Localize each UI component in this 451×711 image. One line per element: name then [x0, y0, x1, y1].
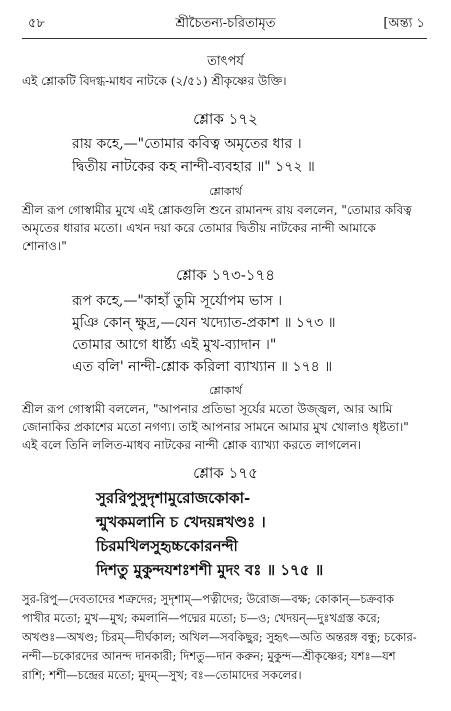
translation-line: এই বলে তিনি ললিত-মাধব নাটকের নান্দী শ্লোক ব্যাখ্যা করতে লাগলেন। — [22, 438, 362, 452]
glossary-line: রাশি; শশী—চন্দ্রের মতো; মুদম্—সুখ; বঃ—তোমাদের সকলের। — [22, 668, 302, 682]
tatparya-text: এই শ্লোকটি বিদগ্ধ-মাধব নাটকে (২/৫১) শ্রীকৃষ্ণের উক্তি। — [22, 74, 287, 88]
translation-line: শ্রীল রূপ গোস্বামীর মুখে এই শ্লোকগুলি শুনে রামানন্দ রায় বললেন, "তোমার কবিত্ব — [22, 203, 412, 217]
sanskrit-line: সুররিপুসুদৃশামুরোজকোকা- — [96, 489, 251, 507]
verse-line: রূপ কহে,—"কাহাঁ তুমি সূর্যোপম ভাস । — [72, 293, 283, 309]
glossary-line: নন্দী—চকোরদের আনন্দ দানকারী; দিশতু—দান করুন; মুকুন্দ—শ্রীকৃষ্ণের; যশঃ—যশ — [22, 649, 396, 663]
header-rule — [22, 38, 427, 39]
section-marker: [অন্ত্য ১ — [383, 16, 425, 31]
book-title: শ্রীচৈতন্য-চরিতামৃত — [175, 16, 276, 31]
glossary-line: অখণ্ডঃ—অখণ্ড; চিরম্—দীর্ঘকাল; অখিল—সবকিছুর; সুহৃৎ—অতি অন্তরঙ্গ বন্ধু; চকোর- — [22, 630, 417, 644]
translation-line: জোনাকির প্রকাশের মতো নগণ্য। তাই আপনার সামনে আমার মুখ খোলাও ধৃষ্টতা।" — [22, 420, 409, 434]
verse-line: মুঞি কোন্ ক্ষুদ্র,—যেন খদ্যোত-প্রকাশ ॥ ১৭৩ ॥ — [72, 315, 336, 331]
sanskrit-line: চিরমখিলসুহৃচ্চকোরনন্দী — [96, 537, 238, 555]
glossary-line: পাখীর মতো; মুখ—মুখ; কমলানি—পদ্মের মতো; চ—ও; খেদয়ন্—দুঃখগ্রস্ত করে; — [22, 611, 381, 625]
verse-line: তোমার আগে ধার্ষ্ট্য এই মুখ-ব্যাদান ।" — [72, 337, 277, 353]
sloka-172-translation-heading: শ্লোকার্থ — [209, 185, 242, 198]
verse-line: রায় কহে,—"তোমার কবিত্ব অমৃতের ধার । — [72, 136, 302, 152]
sloka-175-heading: শ্লোক ১৭৫ — [193, 464, 258, 482]
sloka-172-translation — [22, 201, 432, 255]
tatparya-heading: তাৎপর্য — [207, 54, 244, 69]
translation-line: শ্রীল রূপ গোস্বামী বললেন, "আপনার প্রতিভা সূর্যের মতো উজ্জ্বল, আর আমি — [22, 402, 393, 416]
translation-line: শোনাও।" — [22, 239, 67, 253]
verse-line: এত বলি' নান্দী-শ্লোক করিলা ব্যাখ্যান ॥ ১৭৪ ॥ — [72, 359, 333, 375]
page-number: ৫৮ — [28, 16, 45, 31]
sloka-172-heading: শ্লোক ১৭২ — [193, 110, 258, 128]
sloka-173-174-translation-heading: শ্লোকার্থ — [209, 384, 242, 397]
running-header — [0, 14, 451, 36]
word-glossary — [22, 590, 432, 685]
translation-line: অমৃতের ধারার মতো। এখন দয়া করে তোমার দ্বিতীয় নাটকের নান্দী আমাকে — [22, 221, 376, 235]
glossary-line: সুর-রিপু—দেবতাদের শত্রুদের; সুদৃশাম্—পত্নীদের; উরোজ—বক্ষ; কোকান্—চক্রবাক — [22, 592, 395, 606]
verse-line: দ্বিতীয় নাটকের কহ নান্দী-ব্যবহার ॥" ১৭২ ॥ — [72, 159, 315, 175]
sloka-173-174-heading: শ্লোক ১৭৩-১৭৪ — [175, 266, 276, 284]
sanskrit-line: দিশতু মুকুন্দযশঃশশী মুদং বঃ ॥ ১৭৫ ॥ — [96, 561, 324, 579]
sloka-173-174-translation — [22, 400, 432, 454]
sanskrit-line: ন্মুখকমলানি চ খেদয়ন্নখণ্ডঃ । — [96, 513, 266, 531]
